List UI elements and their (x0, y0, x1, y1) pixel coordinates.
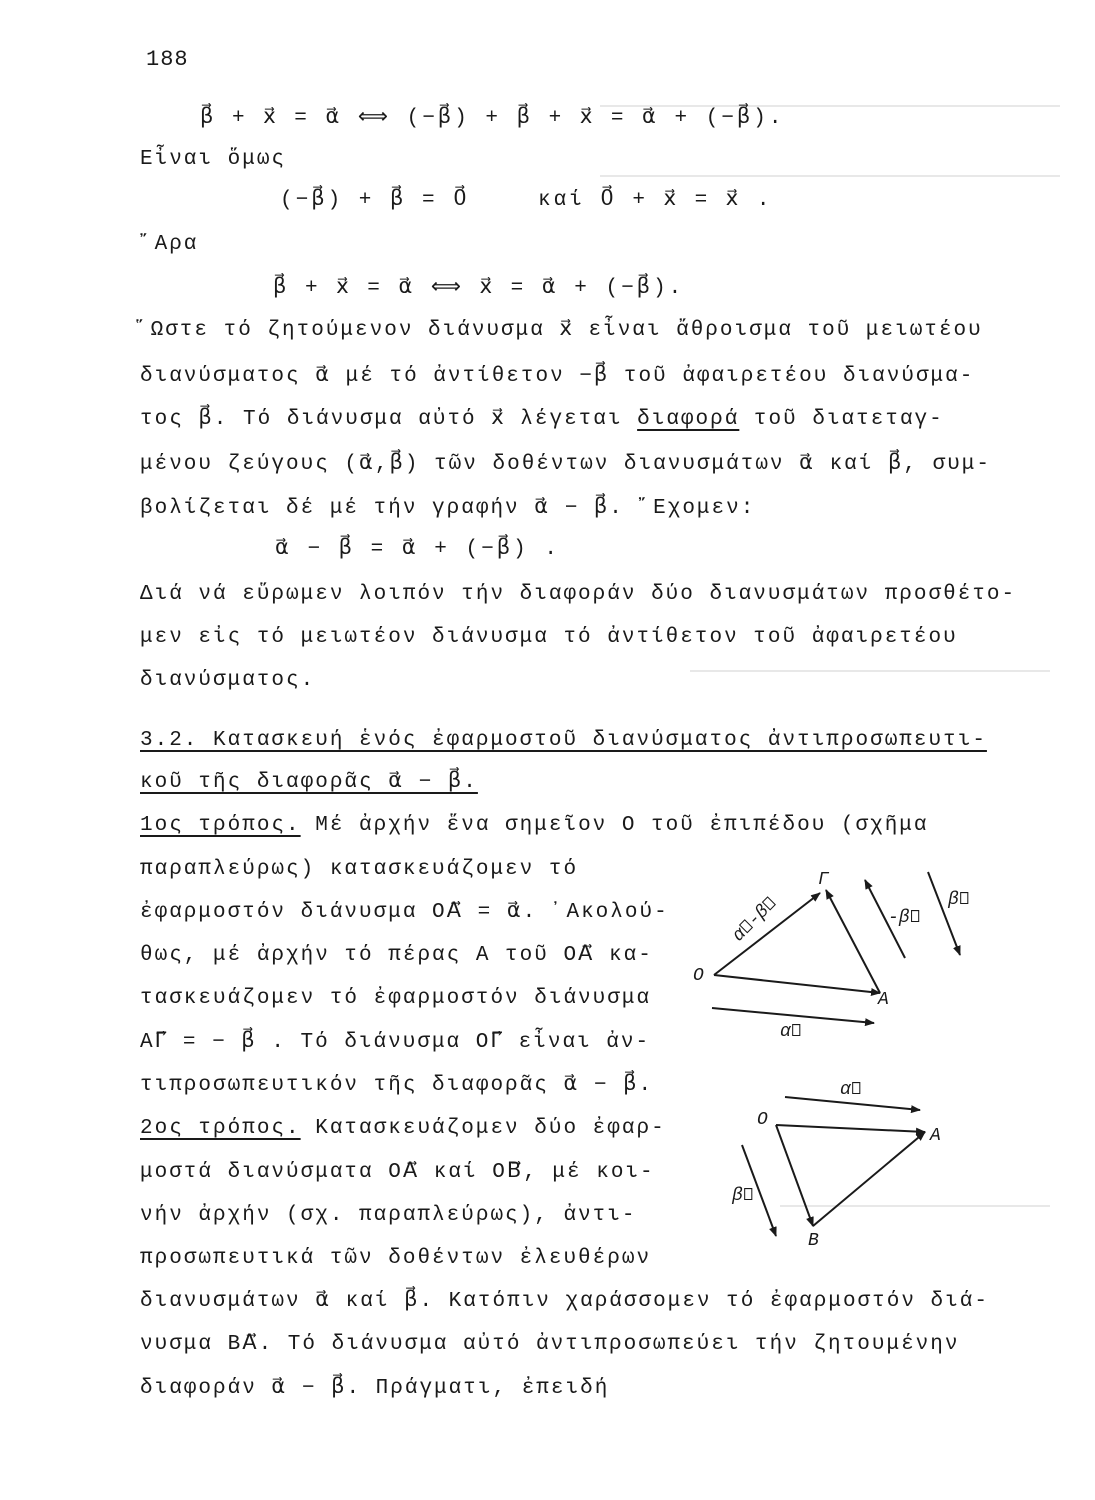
figure-1-label-minus-beta: -β⃗ (888, 908, 921, 928)
paragraph-line: διανυσμάτων α⃗ καί β⃗. Κατόπιν χαράσσομεν τό ἐφαρμοστόν διά- (140, 1290, 989, 1313)
paragraph-line: νήν ἀρχήν (σχ. παραπλεύρως), ἀντι- (140, 1204, 637, 1227)
figure-1-label-beta: β⃗ (948, 890, 970, 910)
figure-1-label-A: A (878, 990, 889, 1010)
method-2-title: 2ος τρόπος. (140, 1117, 301, 1140)
paragraph-line: διαφοράν α⃗ − β⃗. Πράγματι, ἐπειδή (140, 1377, 610, 1400)
paragraph-line: μεν εἰς τό μειωτέον διάνυσμα τό ἀντίθετον τοῦ ἀφαιρετέου (140, 626, 958, 649)
paragraph-line: διανύσματος. (140, 669, 316, 692)
equation-2-left: (−β⃗) + β⃗ = 0⃗ (280, 189, 470, 212)
paragraph-line: θως, μέ ἀρχήν τό πέρας Α τοῦ ΟΑ⃗ κα- (140, 944, 653, 967)
method-1-title: 1ος τρόπος. (140, 814, 301, 837)
paragraph-line: διανύσματος α⃗ μέ τό ἀντίθετον −β⃗ τοῦ ἀφαιρετέου διανύσμα- (140, 365, 975, 388)
paragraph-line: ΑΓ⃗ = − β⃗ . Τό διάνυσμα ΟΓ⃗ εἶναι ἀν- (140, 1031, 651, 1054)
equation-2-right: καί 0⃗ + x⃗ = x⃗ . (538, 189, 773, 212)
figure-2-label-beta: β⃗ (732, 1186, 754, 1206)
paragraph-line: βολίζεται δέ μέ τήν γραφήν α⃗ − β⃗. ῎Εχομεν: (140, 497, 756, 520)
text-line: ῎Αρα (140, 233, 199, 256)
paragraph-line: τιπροσωπευτικόν τῆς διαφορᾶς α⃗ − β⃗. (140, 1074, 654, 1097)
equation-3: β⃗ + x⃗ = α⃗ ⟺ x⃗ = α⃗ + (−β⃗). (273, 277, 685, 300)
paragraph-line: ἐφαρμοστόν διάνυσμα ΟΑ⃗ = α⃗. ᾿Ακολού- (140, 901, 669, 924)
section-heading: 3.2. Κατασκευή ἑνός ἐφαρμοστοῦ διανύσματος ἀντιπροσωπευτι- (140, 729, 987, 752)
paragraph-text: Κατασκευάζομεν δύο ἐφαρ- (300, 1117, 666, 1140)
figure-2-label-A: A (930, 1126, 941, 1146)
paragraph-line: ῞Ωστε τό ζητούμενον διάνυσμα x⃗ εἶναι ἄθροισμα τοῦ μειωτέου (136, 319, 983, 342)
vector-OB (776, 1125, 813, 1226)
section-heading: κοῦ τῆς διαφορᾶς α⃗ − β⃗. (140, 771, 478, 794)
equation-1: β⃗ + x⃗ = α⃗ ⟺ (−β⃗) + β⃗ + x⃗ = α⃗ + (−β⃗). (200, 107, 785, 130)
page-number: 188 (146, 47, 189, 72)
paragraph-text: τος β⃗. Τό διάνυσμα αὐτό x⃗ λέγεται (140, 408, 638, 431)
figure-1-label-difference: α⃗-β⃗ (728, 893, 782, 947)
term-difference: διαφορά (637, 408, 740, 431)
paragraph-line: μοστά διανύσματα ΟΑ⃗ καί ΟΒ⃗, μέ κοι- (140, 1161, 655, 1184)
paragraph-line: μένου ζεύγους (α⃗,β⃗) τῶν δοθέντων διανυσμάτων α⃗ καί β⃗, συμ- (140, 453, 991, 476)
paragraph-text: τοῦ διατεταγ- (739, 408, 944, 431)
vector-BA (813, 1132, 925, 1226)
paragraph-line: νυσμα ΒΑ⃗. Τό διάνυσμα αὐτό ἀντιπροσωπεύει τήν ζητουμένην (140, 1333, 960, 1356)
figure-2-label-B: B (808, 1231, 819, 1251)
paragraph-text: Μέ ἀρχήν ἕνα σημεῖον Ο τοῦ ἐπιπέδου (σχῆμα (300, 814, 929, 837)
equation-4: α⃗ − β⃗ = α⃗ + (−β⃗) . (275, 538, 560, 561)
paragraph-line: παραπλεύρως) κατασκευάζομεν τό (140, 858, 579, 881)
paragraph-line: τασκευάζομεν τό ἐφαρμοστόν διάνυσμα (140, 987, 652, 1010)
figure-1-label-O: O (693, 966, 704, 986)
text-line: Εἶναι ὅμως (140, 148, 287, 171)
figure-2-label-O: O (757, 1110, 768, 1130)
figure-2-label-alpha: α⃗ (840, 1080, 862, 1100)
paragraph-line: προσωπευτικά τῶν δοθέντων ἐλευθέρων (140, 1247, 652, 1270)
vector-OA (776, 1125, 925, 1132)
paragraph-line: Διά νά εὕρωμεν λοιπόν τήν διαφοράν δύο διανυσμάτων προσθέτο- (140, 583, 1017, 606)
figure-1-label-G: Γ (818, 870, 829, 890)
figure-1-label-alpha: α⃗ (780, 1022, 802, 1042)
